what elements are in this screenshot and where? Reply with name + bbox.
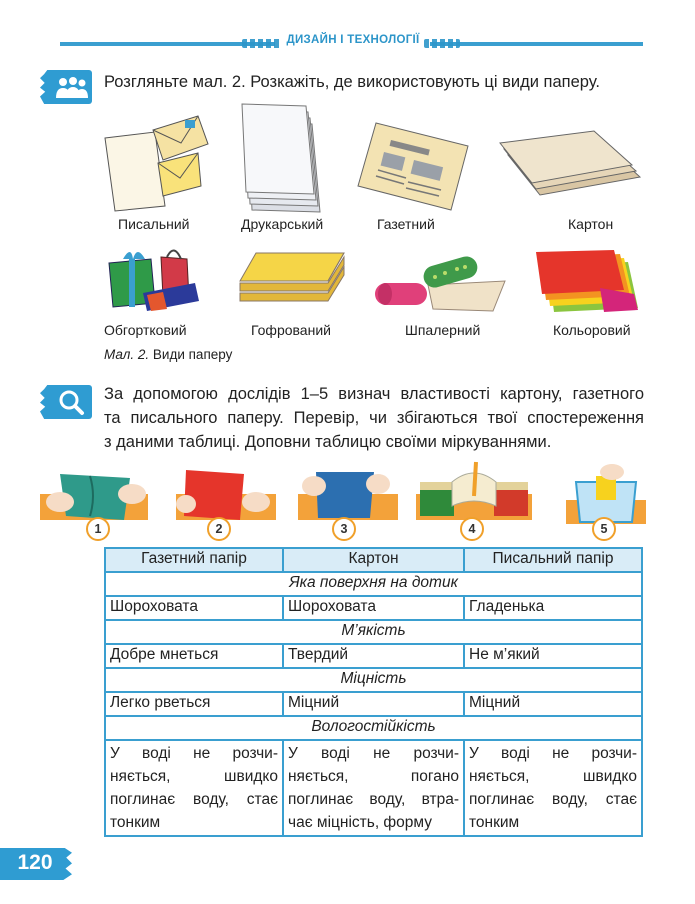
table-cell: У воді не розчи-няється, швидко поглинає воду, стає тонким bbox=[464, 740, 642, 836]
header-brush-left bbox=[242, 39, 282, 48]
label-wallpaper: Шпалерний bbox=[405, 322, 481, 338]
label-colored: Кольоровий bbox=[553, 322, 631, 338]
corrugated-paper-picture bbox=[238, 251, 346, 306]
table-cell: У воді не розчи-няється, швидко поглинає воду, стає тонким bbox=[105, 740, 283, 836]
table-cell: Міцний bbox=[464, 692, 642, 716]
header-writing: Писальний папір bbox=[464, 548, 642, 572]
table-row bbox=[105, 596, 642, 620]
task1-text: Розгляньте мал. 2. Розкажіть, де використовують ці види паперу. bbox=[104, 73, 600, 91]
writing-paper-picture bbox=[103, 108, 213, 213]
table-cell: Шороховата bbox=[283, 596, 464, 620]
table-header-row bbox=[105, 548, 642, 572]
wallpaper-picture bbox=[373, 253, 508, 313]
group-people-icon bbox=[40, 70, 92, 104]
header-title: ДИЗАЙН І ТЕХНОЛОГІЇ bbox=[283, 34, 423, 46]
label-cardboard: Картон bbox=[568, 216, 614, 232]
page-number: 120 bbox=[17, 851, 53, 874]
table-cell: Добре мнеться bbox=[105, 644, 283, 668]
section-row bbox=[105, 620, 642, 644]
label-corrugated: Гофрований bbox=[251, 322, 331, 338]
task2-line-1: За допомогою дослідів 1–5 визнач властивості картону, газетного bbox=[104, 385, 644, 403]
header-cardboard: Картон bbox=[283, 548, 464, 572]
experiment-number-3: 3 bbox=[332, 517, 356, 541]
table-cell: У воді не розчи-няється, погано поглинає воду, втра-чає міцність, форму bbox=[283, 740, 464, 836]
table-row bbox=[105, 692, 642, 716]
wrapping-paper-picture bbox=[103, 243, 203, 311]
newspaper-picture bbox=[356, 118, 474, 213]
table-cell: Шороховата bbox=[105, 596, 283, 620]
experiment-number-5: 5 bbox=[592, 517, 616, 541]
section-row bbox=[105, 716, 642, 740]
printing-paper-picture bbox=[240, 102, 328, 214]
paper-properties-table bbox=[104, 547, 643, 837]
header-rule-right bbox=[430, 42, 643, 46]
cardboard-picture bbox=[498, 125, 643, 207]
table-cell: Міцний bbox=[283, 692, 464, 716]
table-cell: Гладенька bbox=[464, 596, 642, 620]
task2-line-2: та писального паперу. Перевір, чи збігаються твої спостереження bbox=[104, 409, 644, 427]
table-row bbox=[105, 740, 642, 836]
colored-paper-picture bbox=[534, 248, 642, 314]
magnifier-icon bbox=[40, 385, 92, 419]
label-printing: Друкарський bbox=[241, 216, 324, 232]
experiment-number-1: 1 bbox=[86, 517, 110, 541]
table-cell: Легко рветься bbox=[105, 692, 283, 716]
header-newspaper: Газетний папір bbox=[105, 548, 283, 572]
label-newspaper: Газетний bbox=[377, 216, 435, 232]
section-title-surface: Яка поверхня на дотик bbox=[105, 572, 642, 596]
section-row bbox=[105, 572, 642, 596]
experiment-number-4: 4 bbox=[460, 517, 484, 541]
table-row bbox=[105, 644, 642, 668]
section-row bbox=[105, 668, 642, 692]
label-wrapping: Обгортковий bbox=[104, 322, 187, 338]
figure-caption-label: Мал. 2. bbox=[104, 347, 150, 362]
experiment-number-2: 2 bbox=[207, 517, 231, 541]
label-writing: Писальний bbox=[118, 216, 190, 232]
header-brush-right bbox=[424, 39, 460, 48]
figure-caption-text: Види паперу bbox=[152, 347, 233, 362]
section-title-moisture: Вологостійкість bbox=[105, 716, 642, 740]
figure-caption bbox=[104, 347, 232, 362]
section-title-softness: М’якість bbox=[105, 620, 642, 644]
task2-line-3: з даними таблиці. Доповни таблицю своїми міркуваннями. bbox=[104, 433, 552, 451]
section-title-strength: Міцність bbox=[105, 668, 642, 692]
table-cell: Не м’який bbox=[464, 644, 642, 668]
table-cell: Твердий bbox=[283, 644, 464, 668]
